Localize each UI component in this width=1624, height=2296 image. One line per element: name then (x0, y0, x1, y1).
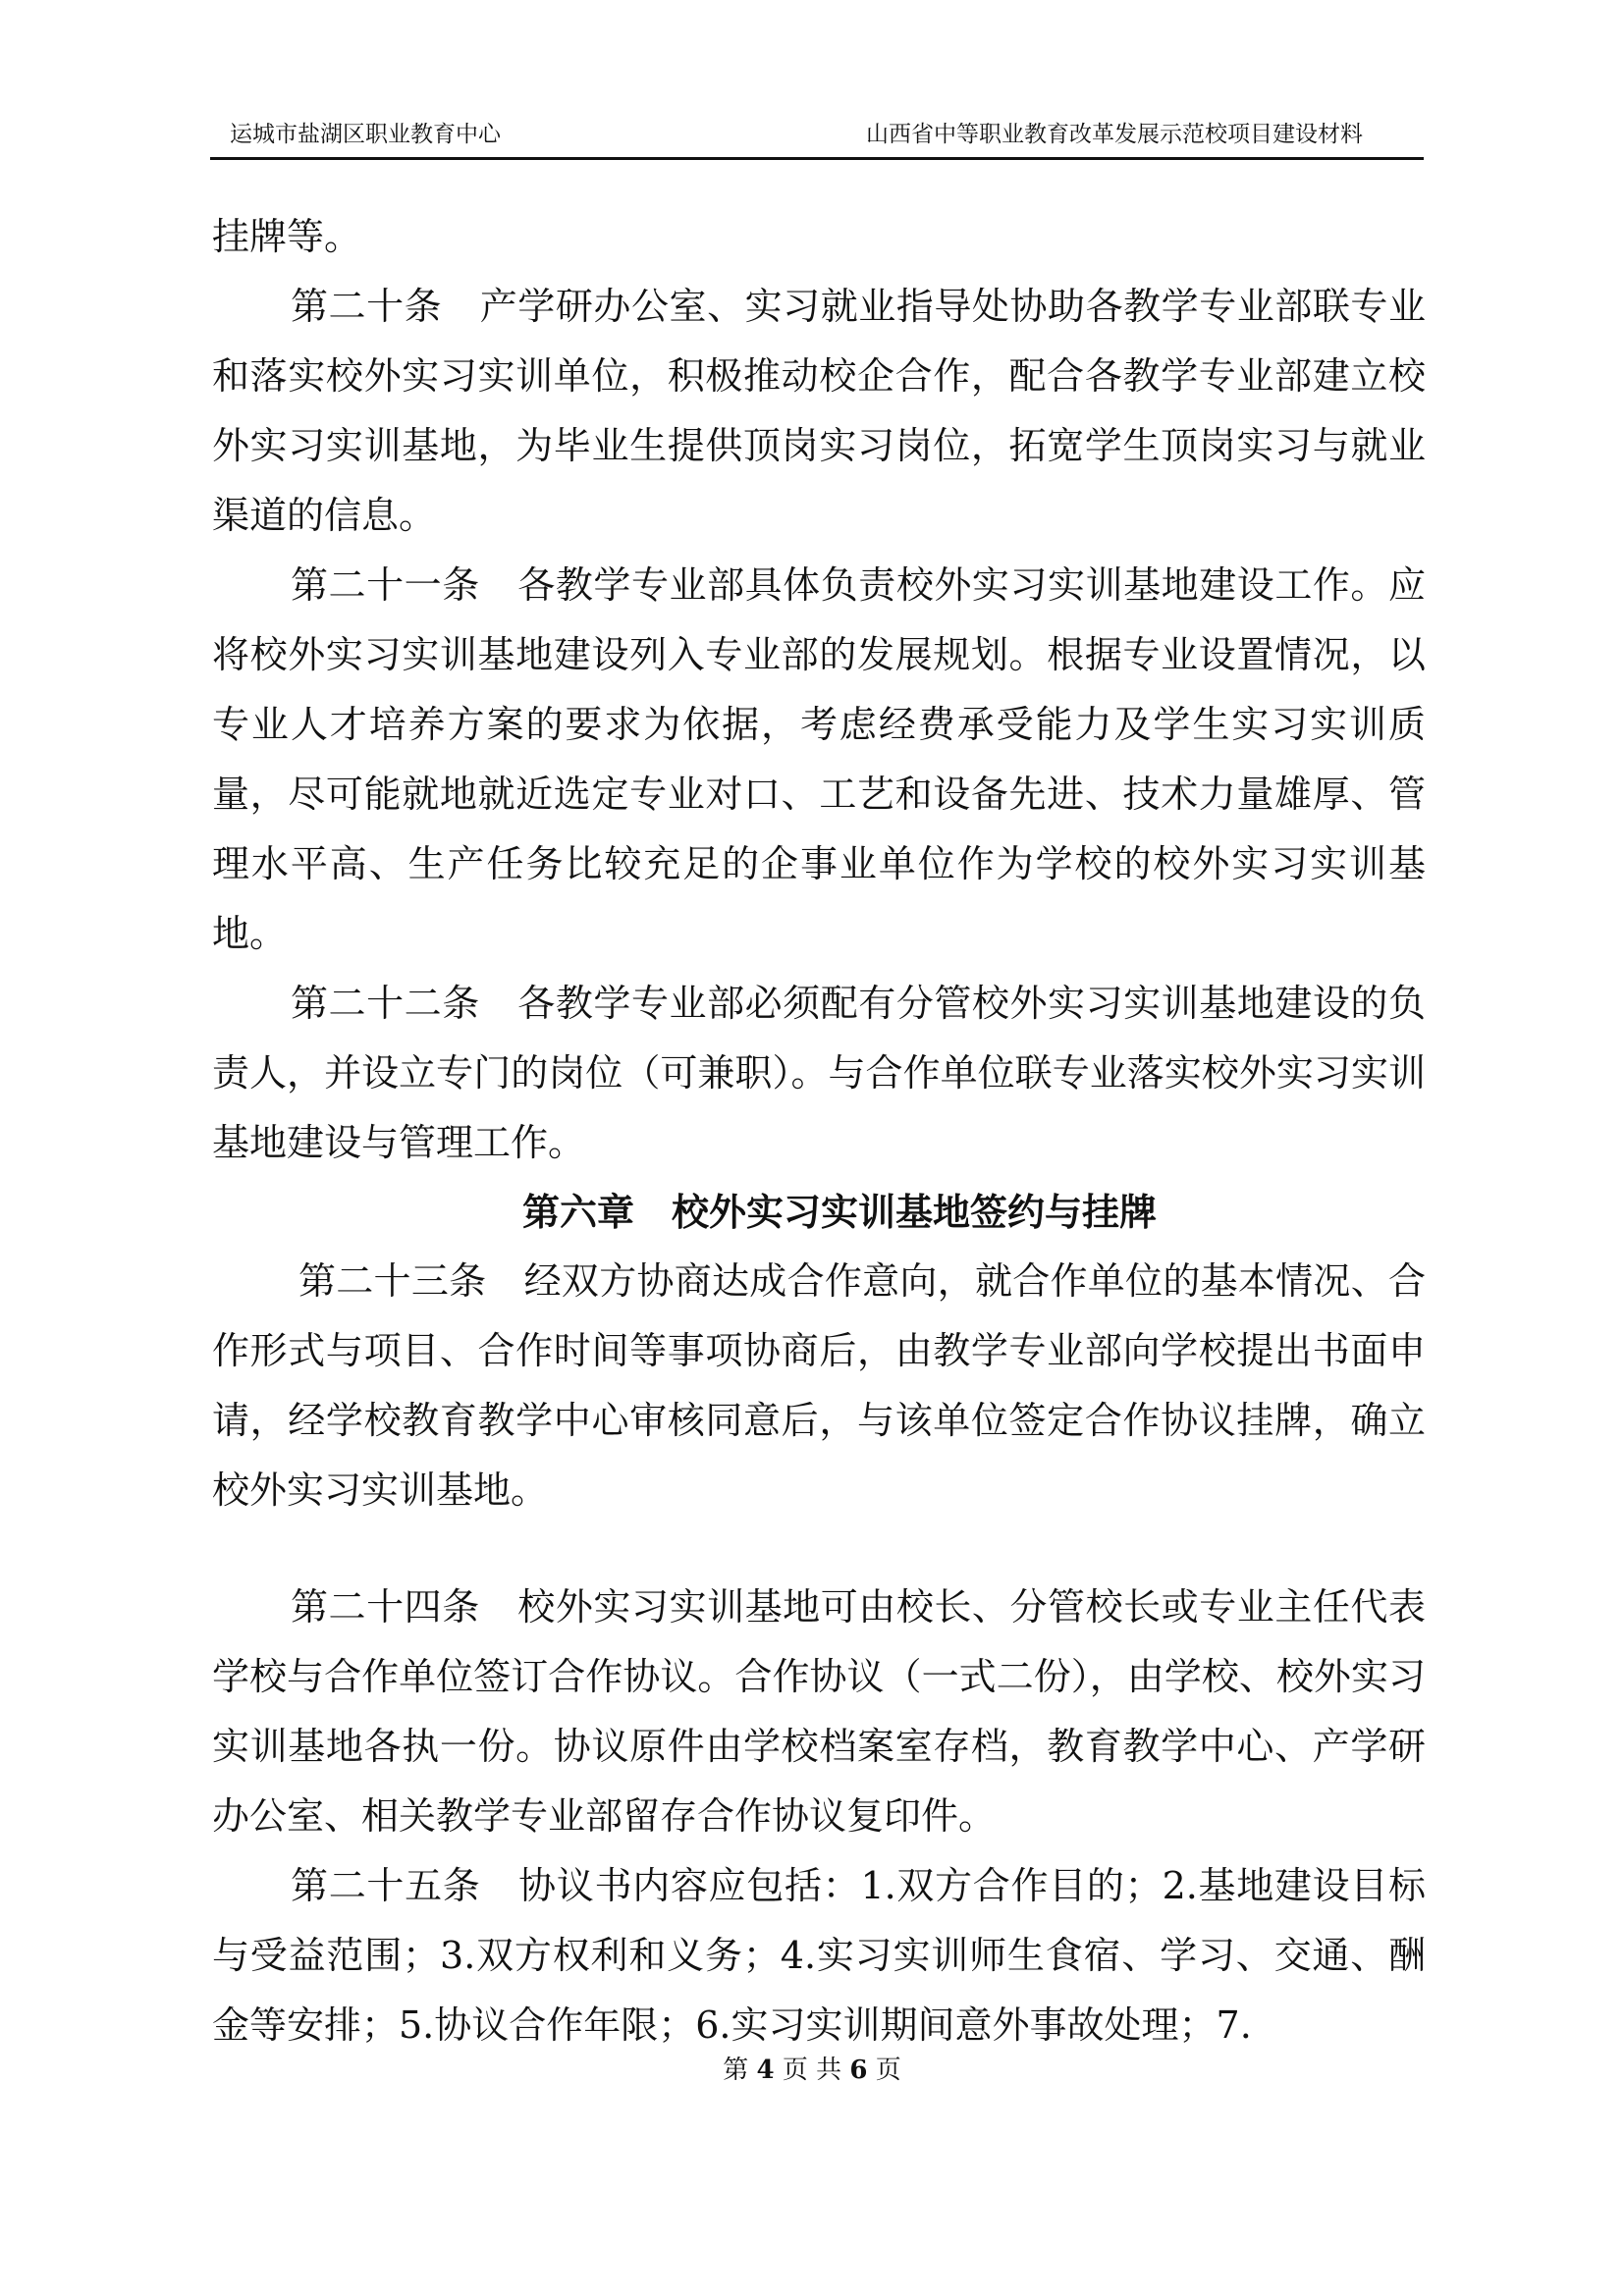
footer-suffix: 页 (875, 2056, 901, 2085)
chapter-title: 第六章 校外实习实训基地签约与挂牌 (521, 1190, 1157, 1234)
article-23: 第二十三条 经双方协商达成合作意向，就合作单位的基本情况、合作形式与项目、合作时间等事项协商后，由教学专业部向学校提出书面申请，经学校教育教学中心审核同意后，与该单位签定合作协议挂牌，确立校外实习实训基地。 (212, 1259, 1426, 1512)
article-25: 第二十五条 协议书内容应包括：1.双方合作目的；2.基地建设目标与受益范围；3.双方权利和义务；4.实习实训师生食宿、学习、交通、酬金等安排；5.协议合作年限；6.实习实训期间意外事故处理；7. (212, 1864, 1426, 2047)
footer-current-page: 4 (756, 2056, 775, 2085)
document-body (212, 202, 1426, 2060)
article-20: 第二十条 产学研办公室、实习就业指导处协助各教学专业部联专业和落实校外实习实训单位，积极推动校企合作，配合各教学专业部建立校外实习实训基地，为毕业生提供顶岗实习岗位，拓宽学生顶岗实习与就业渠道的信息。 (212, 285, 1426, 537)
page-footer (0, 2050, 1624, 2086)
footer-middle: 页 共 (782, 2056, 842, 2085)
article-21: 第二十一条 各教学专业部具体负责校外实习实训基地建设工作。应将校外实习实训基地建设列入专业部的发展规划。根据专业设置情况，以专业人才培养方案的要求为依据，考虑经费承受能力及学生实习实训质量，尽可能就地就近选定专业对口、工艺和设备先进、技术力量雄厚、管理水平高、生产任务比较充足的企事业单位作为学校的校外实习实训基地。 (212, 563, 1426, 955)
footer-total-pages: 6 (849, 2056, 868, 2085)
footer-prefix: 第 (723, 2056, 749, 2085)
page-header (210, 108, 1424, 160)
header-organization: 运城市盐湖区职业教育中心 (230, 122, 501, 147)
article-24: 第二十四条 校外实习实训基地可由校长、分管校长或专业主任代表学校与合作单位签订合作协议。合作协议（一式二份），由学校、校外实习实训基地各执一份。协议原件由学校档案室存档，教育教学中心、产学研办公室、相关教学专业部留存合作协议复印件。 (212, 1585, 1426, 1838)
paragraph-spacer (212, 1525, 1426, 1573)
header-project-title: 山西省中等职业教育改革发展示范校项目建设材料 (866, 122, 1363, 147)
paragraph-continuation: 挂牌等。 (212, 215, 362, 258)
article-22: 第二十二条 各教学专业部必须配有分管校外实习实训基地建设的负责人，并设立专门的岗位（可兼职）。与合作单位联专业落实校外实习实训基地建设与管理工作。 (212, 982, 1426, 1164)
